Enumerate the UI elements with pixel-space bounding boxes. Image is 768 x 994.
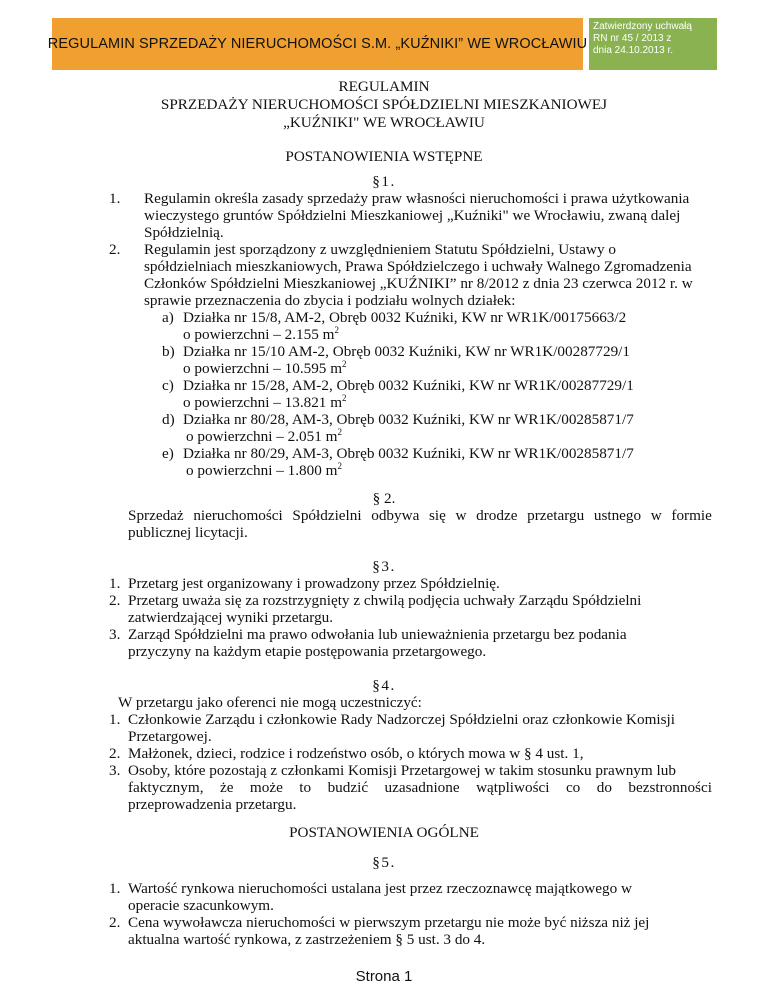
approval-note-line: dnia 24.10.2013 r. — [593, 45, 674, 56]
text-line: sprawie przeznaczenia do zbycia i podziału wolnych działek: — [144, 292, 516, 309]
plot-line: Działka nr 80/28, AM-3, Obręb 0032 Kuźniki, KW nr WR1K/00285871/7 — [183, 411, 634, 428]
approval-note-line: RN nr 45 / 2013 z — [593, 33, 672, 44]
doc-title: „KUŹNIKI" WE WROCŁAWIU — [283, 114, 485, 131]
plot-line: Działka nr 80/29, AM-3, Obręb 0032 Kuźniki, KW nr WR1K/00285871/7 — [183, 445, 634, 462]
text-line: Regulamin jest sporządzony z uwzględnieniem Statutu Spółdzielni, Ustawy o — [144, 241, 616, 258]
text-line: zatwierdzającej wyniki przetargu. — [128, 609, 334, 626]
list-number: 2. — [109, 592, 121, 609]
plot-area: o powierzchni – 10.595 $m^2$ — [183, 359, 347, 377]
text-line: Osoby, które pozostają z członkami Komisji Przetargowej w takim stosunku prawnym lub — [128, 762, 676, 779]
paragraph-heading: §3. — [372, 558, 396, 575]
word: Sprzedaż — [128, 507, 184, 524]
text-line: Członków Spółdzielni Mieszkaniowej „KUŹNIKI” nr 8/2012 z dnia 23 czerwca 2012 r. w — [144, 275, 693, 292]
plot-label: c) — [162, 377, 174, 394]
page-header — [47, 18, 717, 70]
doc-title: REGULAMIN — [338, 78, 430, 95]
word: może — [249, 779, 283, 796]
text-line: operacie szacunkowym. — [128, 897, 274, 914]
word: w — [650, 507, 662, 524]
word: uzasadnione — [384, 779, 460, 796]
text-line: Cena wywoławcza nieruchomości w pierwszym przetargu nie może być niższa niż jej — [128, 914, 650, 931]
word: Spółdzielni — [292, 507, 362, 524]
word: budzić — [327, 779, 369, 796]
paragraph-heading: §4. — [372, 677, 396, 694]
word: drodze — [476, 507, 518, 524]
list-number: 3. — [109, 626, 121, 643]
text-line: W przetargu jako oferenci nie mogą uczestniczyć: — [118, 694, 422, 711]
list-number: 2. — [109, 914, 121, 931]
list-number: 2. — [109, 241, 121, 258]
text-line: Regulamin określa zasady sprzedaży praw własności nieruchomości i prawa użytkowania — [144, 190, 690, 207]
plot-area: o powierzchni – 13.821 $m^2$ — [183, 393, 347, 411]
doc-title: SPRZEDAŻY NIERUCHOMOŚCI SPÓŁDZIELNI MIESZKANIOWEJ — [160, 96, 608, 113]
text-line: Przetarg jest organizowany i prowadzony przez Spółdzielnię. — [128, 575, 500, 592]
word: formie — [671, 507, 712, 524]
word: co — [565, 779, 581, 796]
list-number: 3. — [109, 762, 121, 779]
plot-label: b) — [162, 343, 175, 360]
paragraph-heading: §1. — [372, 173, 396, 190]
word: że — [219, 779, 234, 796]
plot-line: Działka nr 15/28, AM-2, Obręb 0032 Kuźniki, KW nr WR1K/00287729/1 — [183, 377, 634, 394]
list-number: 1. — [109, 575, 121, 592]
word: faktycznym, — [128, 779, 204, 796]
approval-note-line: Zatwierdzony uchwałą — [593, 21, 692, 32]
plot-line: Działka nr 15/8, AM-2, Obręb 0032 Kuźniki, KW nr WR1K/00175663/2 — [183, 309, 627, 326]
paragraph-heading: § 2. — [372, 490, 396, 507]
plot-area: o powierzchni – 2.051 $m^2$ — [186, 427, 342, 445]
text-line: Zarząd Spółdzielni ma prawo odwołania lub unieważnienia przetargu bez podania — [128, 626, 627, 643]
word: wątpliwości — [476, 779, 550, 796]
section-heading: POSTANOWIENIA OGÓLNE — [289, 824, 479, 841]
list-number: 2. — [109, 745, 121, 762]
page-number: Strona 1 — [355, 968, 413, 985]
approval-note — [589, 18, 717, 70]
section-heading: POSTANOWIENIA WSTĘPNE — [285, 148, 483, 165]
header-title: REGULAMIN SPRZEDAŻY NIERUCHOMOŚCI S.M. „KUŹNIKI” WE WROCŁAWIU — [52, 18, 583, 70]
word: się — [428, 507, 446, 524]
plot-area: o powierzchni – 2.155 $m^2$ — [183, 325, 339, 343]
list-number: 1. — [109, 880, 121, 897]
text-line: spółdzielniach mieszkaniowych, Prawa Spółdzielczego i uchwały Walnego Zgromadzenia — [144, 258, 692, 275]
word: to — [299, 779, 312, 796]
plot-line: Działka nr 15/10 AM-2, Obręb 0032 Kuźniki, KW nr WR1K/00287729/1 — [183, 343, 630, 360]
text-line: przeprowadzenia przetargu. — [128, 796, 297, 813]
text-line: Przetargowej. — [128, 728, 212, 745]
word: odbywa — [371, 507, 420, 524]
text-line: Wartość rynkowa nieruchomości ustalana jest przez rzeczoznawcę majątkowego w — [128, 880, 632, 897]
text-line: wieczystego gruntów Spółdzielni Mieszkaniowej „Kuźniki" we Wrocławiu, zwaną dalej — [144, 207, 681, 224]
word: ustnego — [593, 507, 642, 524]
plot-label: d) — [162, 411, 175, 428]
word: w — [455, 507, 467, 524]
word: nieruchomości — [193, 507, 283, 524]
plot-label: a) — [162, 309, 174, 326]
word: bezstronności — [628, 779, 712, 796]
text-line: Spółdzielnią. — [144, 224, 224, 241]
text-line: Członkowie Zarządu i członkowie Rady Nadzorczej Spółdzielni oraz członkowie Komisji — [128, 711, 675, 728]
list-number: 1. — [109, 711, 121, 728]
list-number: 1. — [109, 190, 121, 207]
text-line: publicznej licytacji. — [128, 524, 248, 541]
paragraph-heading: §5. — [372, 854, 396, 871]
text-line: aktualna wartość rynkowa, z zastrzeżeniem § 5 ust. 3 do 4. — [128, 931, 486, 948]
plot-label: e) — [162, 445, 174, 462]
text-line — [128, 507, 712, 525]
word: do — [596, 779, 612, 796]
text-line — [128, 779, 712, 797]
text-line: Małżonek, dzieci, rodzice i rodzeństwo osób, o których mowa w § 4 ust. 1, — [128, 745, 584, 762]
word: przetargu — [527, 507, 585, 524]
text-line: przyczyny na każdym etapie postępowania przetargowego. — [128, 643, 487, 660]
text-line: Przetarg uważa się za rozstrzygnięty z chwilą podjęcia uchwały Zarządu Spółdzielni — [128, 592, 642, 609]
plot-area: o powierzchni – 1.800 $m^2$ — [186, 461, 342, 479]
